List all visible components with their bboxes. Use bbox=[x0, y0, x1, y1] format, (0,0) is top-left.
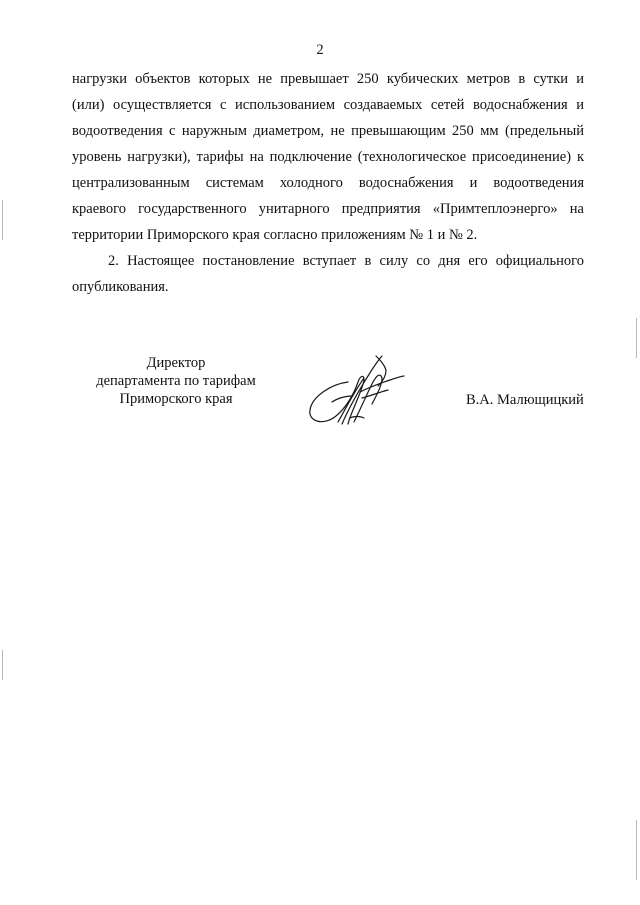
paragraph-2 bbox=[72, 248, 584, 300]
scan-edge-mark bbox=[2, 200, 3, 240]
paragraph-1-line: краевого государственного унитарного предприятия «Примтеплоэнерго» на bbox=[72, 201, 584, 217]
signatory-title-line: Приморского края bbox=[119, 391, 233, 407]
handwritten-signature bbox=[302, 352, 406, 428]
scan-edge-mark bbox=[636, 318, 637, 358]
paragraph-2-line: опубликования. bbox=[72, 279, 169, 295]
signatory-title bbox=[76, 354, 276, 408]
paragraph-1-line: уровень нагрузки), тарифы на подключение (технологическое присоединение) к bbox=[72, 149, 584, 165]
scan-edge-mark bbox=[636, 820, 637, 880]
signatory-title-line: департамента по тарифам bbox=[96, 373, 256, 389]
scan-edge-mark bbox=[2, 650, 3, 680]
page-number: 2 bbox=[316, 42, 324, 58]
paragraph-1-line: территории Приморского края согласно приложениям № 1 и № 2. bbox=[72, 227, 478, 243]
paragraph-1 bbox=[72, 66, 584, 248]
paragraph-1-line: водоотведения с наружным диаметром, не превышающим 250 мм (предельный bbox=[72, 123, 584, 139]
paragraph-2-line: 2. Настоящее постановление вступает в силу со дня его официального bbox=[108, 253, 584, 269]
paragraph-1-line: (или) осуществляется с использованием создаваемых сетей водоснабжения и bbox=[72, 97, 584, 113]
paragraph-1-line: нагрузки объектов которых не превышает 250 кубических метров в сутки и bbox=[72, 71, 584, 87]
signatory-title-line: Директор bbox=[146, 355, 206, 371]
paragraph-1-line: централизованным системам холодного водоснабжения и водоотведения bbox=[72, 175, 584, 191]
signatory-name: В.А. Малющицкий bbox=[466, 392, 584, 408]
